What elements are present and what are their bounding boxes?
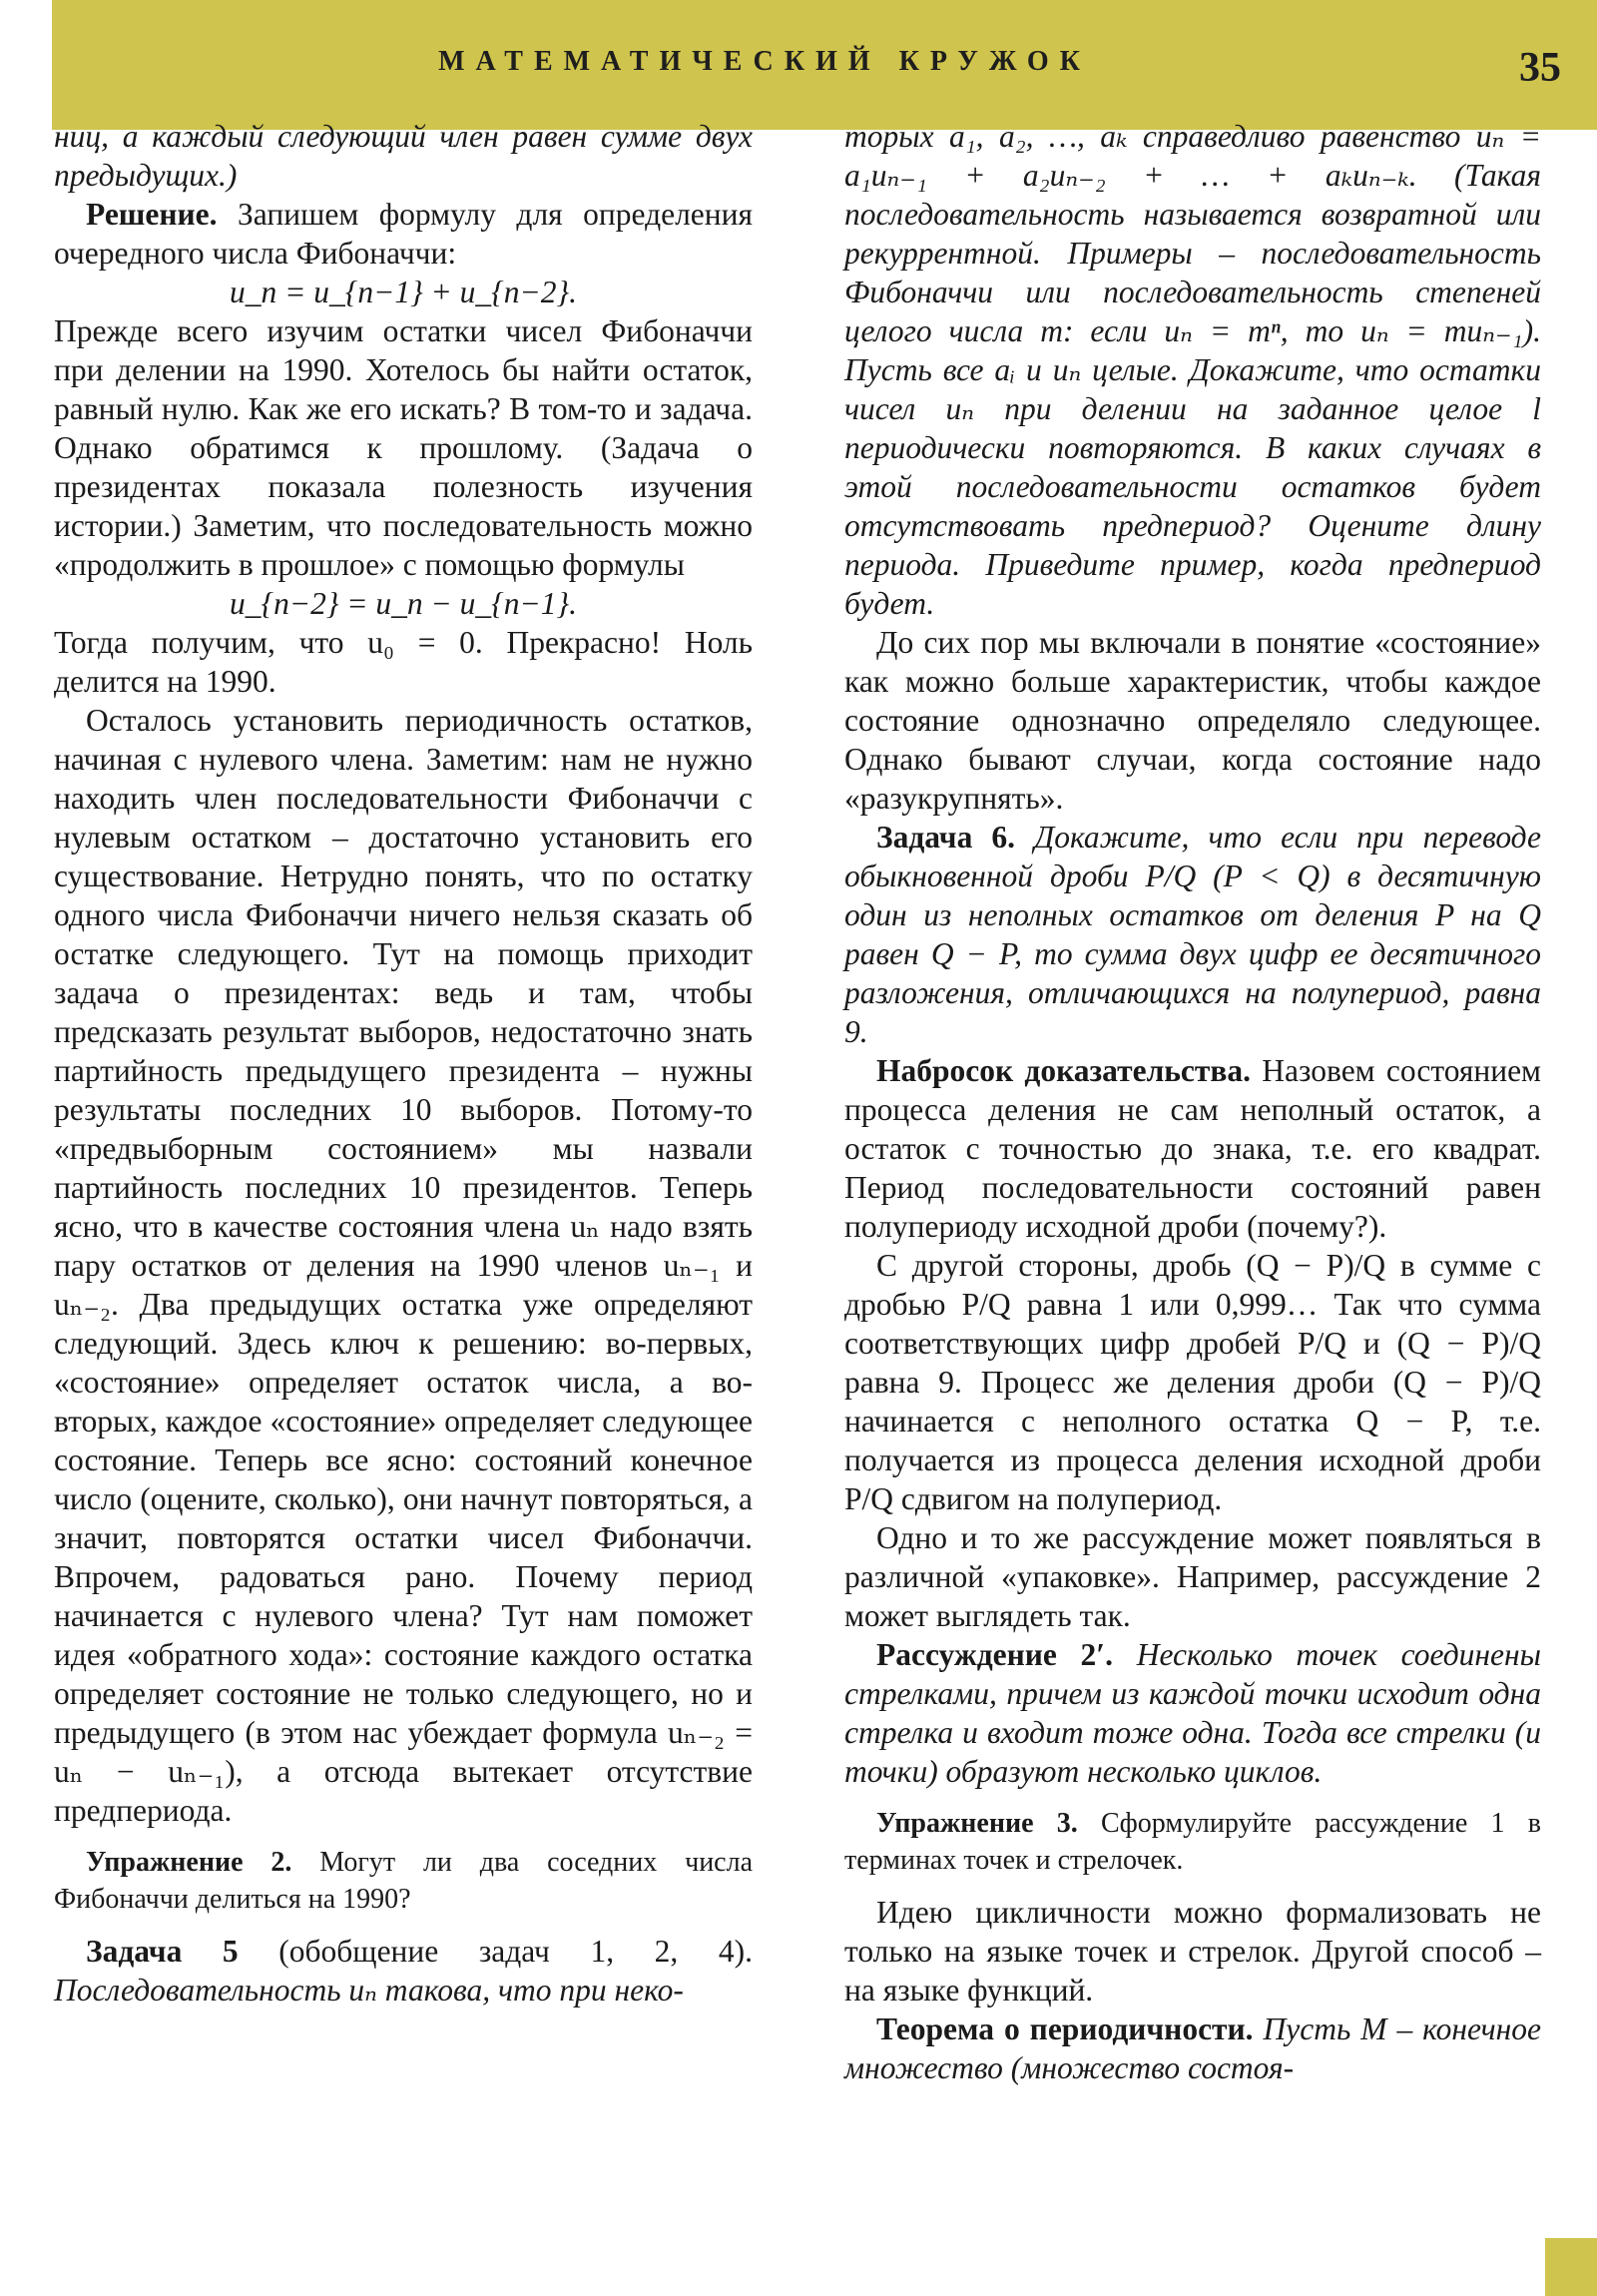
task-6	[844, 818, 1541, 1051]
proof-sketch-label: Набросок доказательства.	[876, 1053, 1251, 1088]
paragraph: торых a₁, a₂, …, aₖ справедливо равенство uₙ = a₁uₙ₋₁ + a₂uₙ₋₂ + … + aₖuₙ₋ₖ. (Такая последовательность называется возвратной или рекуррентной. Примеры – последовательность Фибоначчи или последовательность степеней целого числа m: если uₙ = mⁿ, то uₙ = muₙ₋₁). Пусть все aᵢ и uₙ целые. Докажите, что остатки чисел uₙ при делении на заданное целое l периодически повторяются. В каких случаях в этой последовательности остатков будет отсутствовать предпериод? Оцените длину периода. Приведите пример, когда предпериод будет.	[844, 119, 1541, 621]
task-6-label: Задача 6.	[876, 820, 1016, 855]
proof-sketch	[844, 1051, 1541, 1246]
exercise-3-label: Упражнение 3.	[876, 1808, 1078, 1839]
theorem	[844, 2009, 1541, 2087]
exercise-3	[844, 1805, 1541, 1879]
page-header	[52, 0, 1597, 130]
paragraph: С другой стороны, дробь (Q − P)/Q в сумме с дробью P/Q равна 1 или 0,999… Так что сумма соответствующих цифр дробей P/Q и (Q − P)/Q равна 9. Процесс же деления дроби (Q − P)/Q начинается с неполного остатка Q − P, т.е. получается из процесса деления исходной дроби P/Q сдвигом на полупериод.	[844, 1248, 1541, 1516]
theorem-text: Пусть M – конечное множество (множество состоя-	[844, 2011, 1542, 2085]
reasoning-2prime-text: Несколько точек соединены стрелками, причем из каждой точки исходит одна стрелка и входит тоже одна. Тогда все стрелки (и точки) образуют несколько циклов.	[844, 1637, 1541, 1789]
corner-accent	[1545, 2238, 1597, 2296]
reasoning-2prime-label: Рассуждение 2′.	[876, 1637, 1114, 1672]
right-column	[844, 117, 1541, 2087]
page-number: 35	[1519, 45, 1561, 91]
exercise-2-text: Могут ли два соседних числа Фибоначчи делиться на 1990?	[54, 1847, 754, 1915]
paragraph: Прежде всего изучим остатки чисел Фибоначчи при делении на 1990. Хотелось бы найти остаток, равный нулю. Как же его искать? В том-то и задача. Однако обратимся к прошлому. (Задача о президентах показала полезность изучения истории.) Заметим, что последовательность можно «продолжить в прошлое» с помощью формулы	[54, 313, 753, 582]
solution-label: Решение.	[86, 197, 218, 232]
paragraph: ниц, а каждый следующий член равен сумме двух предыдущих.)	[54, 119, 753, 193]
paragraph: Одно и то же рассуждение может появляться в различной «упаковке». Например, рассуждение 2 может выглядеть так.	[844, 1520, 1541, 1633]
task-5	[54, 1932, 753, 2009]
task-5-label: Задача 5	[86, 1934, 239, 1969]
exercise-2	[54, 1844, 753, 1918]
proof-sketch-text: Назовем состоянием процесса деления не сам неполный остаток, а остаток с точностью до знака, т.е. его квадрат. Период последовательности состояний равен полупериоду исходной дроби (почему?).	[844, 1053, 1541, 1244]
theorem-label: Теорема о периодичности.	[876, 2011, 1254, 2046]
solution-paragraph	[54, 195, 753, 273]
running-title: МАТЕМАТИЧЕСКИЙ КРУЖОК	[438, 46, 1091, 77]
formula: u_n = u_{n−1} + u_{n−2}.	[229, 275, 578, 309]
task-5-plain: (обобщение задач 1, 2, 4).	[238, 1934, 753, 1969]
formula: u_{n−2} = u_n − u_{n−1}.	[229, 586, 578, 621]
exercise-2-label: Упражнение 2.	[86, 1847, 292, 1878]
paragraph: Идею цикличности можно формализовать не только на языке точек и стрелок. Другой способ – на языке функций.	[844, 1895, 1541, 2008]
paragraph: Тогда получим, что u₀ = 0. Прекрасно! Ноль делится на 1990.	[54, 625, 753, 699]
exercise-3-text: Сформулируйте рассуждение 1 в терминах точек и стрелочек.	[844, 1808, 1541, 1876]
task-6-text: Докажите, что если при переводе обыкновенной дроби P/Q (P < Q) в десятичную один из неполных остатков от деления P на Q равен Q − P, то сумма двух цифр ее десятичного разложения, отличающихся на полупериод, равна 9.	[844, 820, 1541, 1049]
reasoning-2prime	[844, 1635, 1541, 1791]
solution-text: Запишем формулу для определения очередного числа Фибоначчи:	[54, 197, 753, 271]
task-5-italic: Последовательность uₙ такова, что при неко-	[54, 1973, 684, 2008]
paragraph: До сих пор мы включали в понятие «состояние» как можно больше характеристик, чтобы каждое состояние однозначно определяло следующее. Однако бывают случаи, когда состояние надо «разукрупнять».	[844, 625, 1541, 816]
left-column	[54, 117, 753, 2009]
paragraph: Осталось установить периодичность остатков, начиная с нулевого члена. Заметим: нам не нужно находить член последовательности Фибоначчи с нулевым остатком – достаточно установить его существование. Нетрудно понять, что по остатку одного числа Фибоначчи ничего нельзя сказать об остатке следующего. Тут на помощь приходит задача о президентах: ведь и там, чтобы предсказать результат выборов, недостаточно знать партийность предыдущего президента – нужны результаты последних 10 выборов. Потому-то «предвыборным состоянием» мы назвали партийность последних 10 президентов. Теперь ясно, что в качестве состояния члена uₙ надо взять пару остатков от деления на 1990 членов uₙ₋₁ и uₙ₋₂. Два предыдущих остатка уже определяют следующий. Здесь ключ к решению: во-первых, «состояние» определяет остаток числа, а во-вторых, каждое «состояние» определяет следующее состояние. Теперь все ясно: состояний конечное число (оцените, сколько), они начнут повторяться, а значит, повторятся остатки чисел Фибоначчи. Впрочем, радоваться рано. Почему период начинается с нулевого члена? Тут нам поможет идея «обратного хода»: состояние каждого остатка определяет состояние не только следующего, но и предыдущего (в этом нас убеждает формула uₙ₋₂ = uₙ − uₙ₋₁), а отсюда вытекает отсутствие предпериода.	[54, 703, 753, 1828]
